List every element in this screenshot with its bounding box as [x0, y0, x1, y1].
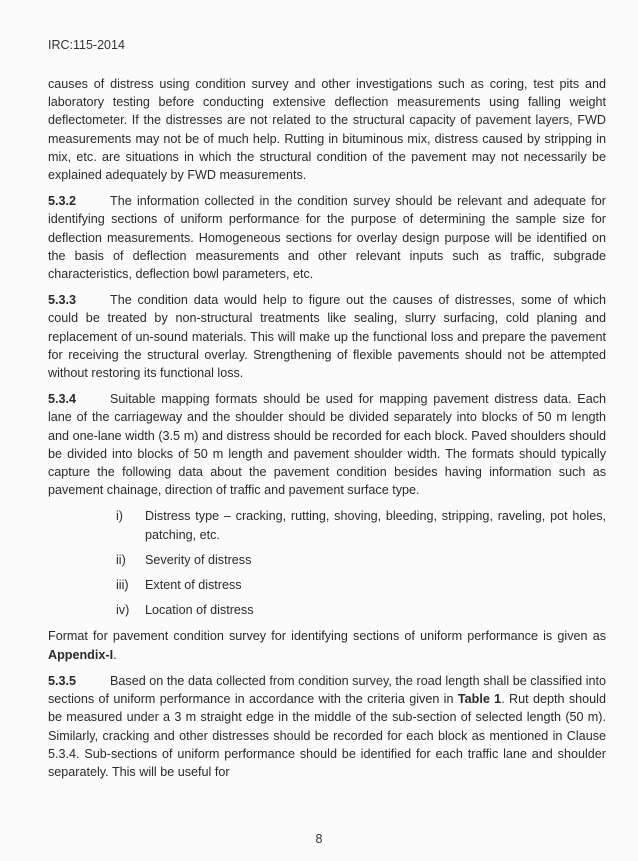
section-text: Suitable mapping formats should be used for mapping pavement distress data. Each lane of the carriageway and the shoulder should be divided separately into blocks of 50 m length and one-lane width (3.5 m) and distress should be recorded for each block. Paved shoulders should be divided into blocks of 50 m length and pavement shoulder width. The formats should typically capture the following data about the pavement condition besides having information such as pavement chainage, direction of traffic and pavement surface type. [48, 392, 606, 498]
format-text-end: . [113, 647, 117, 662]
section-text: The condition data would help to figure out the causes of distresses, some of which could be treated by non-structural treatments like sealing, slurry surfacing, cold planing and replacement of un-sound materials. This will make up the functional loss and prepare the pavement for receiving the structural overlay. Strengthening of flexible pavements should not be attempted without restoring its functional loss. [48, 293, 606, 381]
section-5-3-3 [48, 291, 606, 382]
list-item [48, 601, 606, 619]
page-number: 8 [315, 832, 323, 846]
list-item [48, 576, 606, 594]
section-5-3-5 [48, 672, 606, 781]
document-body [48, 75, 606, 789]
list-item-label: iv) [116, 603, 130, 618]
section-text: The information collected in the condition survey should be relevant and adequate for identifying sections of uniform performance for the purpose of determining the sample size for deflection measurements. Homogeneous sections for overlay design purpose will be identified on the basis of deflection measurements and other relevant inputs such as traffic, subgrade characteristics, deflection bowl parameters, etc. [48, 194, 606, 282]
appendix-reference: Appendix-I [48, 647, 114, 662]
table-reference: Table 1 [457, 692, 502, 707]
section-number: 5.3.2 [48, 194, 77, 209]
list-item-text: Severity of distress [145, 552, 252, 567]
section-text-end: . Rut depth should be measured under a 3 m straight edge in the middle of the sub-section of selected length (50 m). Similarly, cracking and other distresses should be recorded for each block as mentioned in Clause 5.3.4. Sub-sections of uniform performance should be identified for each traffic lane and shoulder separately. This will be useful for [48, 692, 606, 779]
list-item-label: iii) [116, 578, 129, 593]
intro-paragraph: causes of distress using condition survey and other investigations such as coring, test pits and laboratory testing before conducting extensive deflection measurements using falling weight deflectometer. If the distresses are not related to the structural capacity of pavement layers, FWD measurements may not be of much help. Rutting in bituminous mix, distress caused by stripping in mix, etc. are situations in which the structural condition of the pavement may not necessarily be explained adequately by FWD measurements. [48, 77, 606, 183]
list-item-label: i) [116, 509, 123, 524]
format-paragraph [48, 627, 606, 663]
section-5-3-2 [48, 192, 606, 283]
section-number: 5.3.5 [48, 673, 77, 688]
list-item-text: Distress type – cracking, rutting, shoving, bleeding, stripping, raveling, pot holes, patching, etc. [145, 509, 606, 542]
list-item-text: Location of distress [145, 603, 254, 618]
section-number: 5.3.3 [48, 293, 77, 308]
list-item [48, 507, 606, 543]
section-5-3-4 [48, 390, 606, 499]
format-text: Format for pavement condition survey for identifying sections of uniform performance is given as [48, 629, 606, 644]
section-text: Based on the data collected from condition survey, the road length shall be classified into sections of uniform performance in accordance with the criteria given in [48, 673, 606, 707]
section-number: 5.3.4 [48, 392, 77, 407]
list-item-text: Extent of distress [145, 578, 242, 593]
list-item-label: ii) [116, 552, 126, 567]
document-code-header: IRC:115-2014 [48, 38, 125, 52]
distress-data-list [48, 507, 606, 619]
list-item [48, 551, 606, 569]
